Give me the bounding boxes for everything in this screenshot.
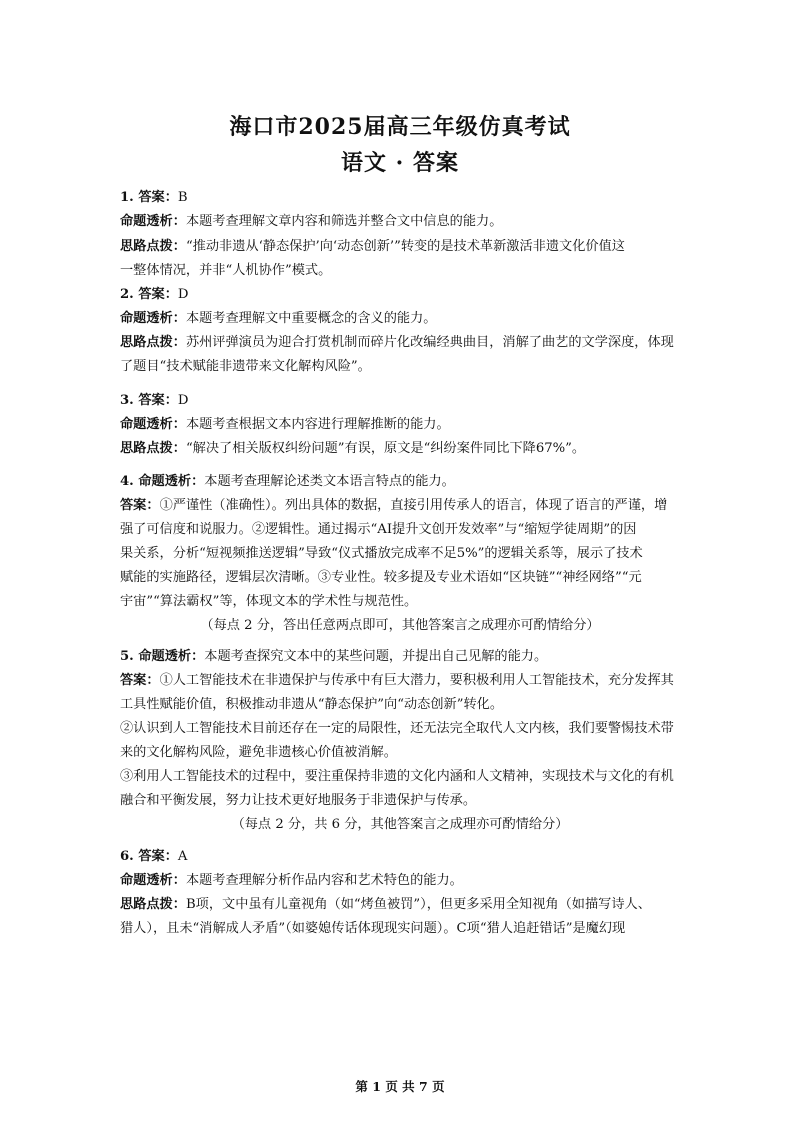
line <box>120 331 690 355</box>
line <box>120 259 690 283</box>
exam-subtitle: 语文 · 答案 <box>341 150 459 176</box>
line-text: “解决了相关版权纠纷问题”有误，原文是“纠纷案件同比下降67%”。 <box>185 441 586 456</box>
line <box>120 494 690 518</box>
line-label: 思路点拨： <box>120 897 186 912</box>
line-label: 3. 答案： <box>120 393 178 408</box>
line-text: ①严谨性（准确性）。列出具体的数据，直接引用传承人的语言，体现了语言的严谨，增 <box>159 498 668 513</box>
line-text: 苏州评弹演员为迎合打赏机制而碎片化改编经典曲目，消解了曲艺的文学深度，体现 <box>185 335 674 350</box>
line <box>120 413 690 437</box>
line-text: 本题考查理解文章内容和筛选并整合文中信息的能力。 <box>185 214 503 229</box>
line-text: 融合和平衡发展，努力让技术更好地服务于非遗保护与传承。 <box>120 793 477 808</box>
line <box>120 355 690 379</box>
line <box>120 669 690 693</box>
scoring-note <box>0 614 800 638</box>
line-label: 答案： <box>120 673 160 688</box>
line-label: 1. 答案： <box>120 190 178 205</box>
line <box>120 893 690 917</box>
line-label: 5. 命题透析： <box>120 649 205 664</box>
line <box>120 518 690 542</box>
line <box>120 845 690 869</box>
line-text: 宇宙”“算法霸权”等，体现文本的学术性与规范性。 <box>120 594 418 609</box>
line-text: A <box>177 849 188 864</box>
line-label: 思路点拨： <box>120 239 186 254</box>
line-text: ①人工智能技术在非遗保护与传承中有巨大潜力，要积极利用人工智能技术，充分发挥其 <box>159 673 674 688</box>
line-text: 工具性赋能价值，积极推动非遗从“静态保护”向“动态创新”转化。 <box>120 697 504 712</box>
line-label: 6. 答案： <box>120 849 178 864</box>
line-label: 4. 命题透析： <box>120 474 205 489</box>
line-text: D <box>177 393 189 408</box>
line <box>120 389 690 413</box>
line-text: 果关系，分析“短视频推送逻辑”导致“仪式播放完成率不足5%”的逻辑关系等，展示了技术 <box>120 546 643 561</box>
line-text: 本题考查理解文中重要概念的含义的能力。 <box>185 311 437 326</box>
line-text: （每点 2 分，答出任意两点即可，其他答案言之成理亦可酌情给分） <box>200 618 600 633</box>
line <box>120 590 690 614</box>
line-label: 命题透析： <box>120 311 186 326</box>
line-label: 命题透析： <box>120 873 186 888</box>
line-label: 命题透析： <box>120 214 186 229</box>
line <box>120 186 690 210</box>
line <box>120 307 690 331</box>
line <box>120 917 690 941</box>
line-text: 本题考查理解分析作品内容和艺术特色的能力。 <box>185 873 463 888</box>
line-text: 强了可信度和说服力。②逻辑性。通过揭示“AI提升文创开发效率”与“缩短学徒周期”的因 <box>120 522 637 537</box>
scoring-note <box>0 813 800 837</box>
line-text: B <box>177 190 188 205</box>
line-label: 2. 答案： <box>120 287 178 302</box>
line <box>120 437 690 461</box>
line <box>120 283 690 307</box>
line <box>120 235 690 259</box>
line <box>120 741 690 765</box>
line <box>120 717 690 741</box>
line-text: D <box>177 287 189 302</box>
line-text: B项，文中虽有儿童视角（如“烤鱼被罚”），但更多采用全知视角（如描写诗人、 <box>185 897 651 912</box>
page-number: 第 1 页 共 7 页 <box>355 1079 445 1094</box>
line-text: ③利用人工智能技术的过程中，要注重保持非遗的文化内涵和人文精神，实现技术与文化的有机 <box>120 769 674 784</box>
line-text: “推动非遗从‘静态保护’向‘动态创新’”转变的是技术革新激活非遗文化价值这 <box>185 239 625 254</box>
line-text: 本题考查理解论述类文本语言特点的能力。 <box>204 474 455 489</box>
line-label: 命题透析： <box>120 417 186 432</box>
line-text: 本题考查探究文本中的某些问题，并提出自己见解的能力。 <box>204 649 548 664</box>
line-text: 赋能的实施路径，逻辑层次清晰。③专业性。较多提及专业术语如“区块链”“神经网络”“元 <box>120 570 642 585</box>
line-text: ②认识到人工智能技术目前还存在一定的局限性，还无法完全取代人文内核，我们要警惕技术带 <box>120 721 674 736</box>
line-text: （每点 2 分，共 6 分，其他答案言之成理亦可酌情给分） <box>231 817 569 832</box>
line <box>120 693 690 717</box>
line-label: 答案： <box>120 498 160 513</box>
line-text: 来的文化解构风险，避免非遗核心价值被消解。 <box>120 745 397 760</box>
exam-title: 海口市2025届高三年级仿真考试 <box>229 114 571 140</box>
line-text: 一整体情况，并非“人机协作”模式。 <box>120 263 332 278</box>
line <box>120 542 690 566</box>
line <box>120 869 690 893</box>
line-label: 思路点拨： <box>120 441 186 456</box>
line <box>120 470 690 494</box>
line <box>120 210 690 234</box>
line <box>120 645 690 669</box>
line-label: 思路点拨： <box>120 335 186 350</box>
line-text: 本题考查根据文本内容进行理解推断的能力。 <box>185 417 450 432</box>
line-text: 了题目“技术赋能非遗带来文化解构风险”。 <box>120 359 371 374</box>
line-text: 猎人），且未“消解成人矛盾”（如婆媳传话体现现实问题）。C项“猎人追赶错话”是魔幻现 <box>120 921 626 936</box>
line <box>120 765 690 789</box>
line <box>120 789 690 813</box>
line <box>120 566 690 590</box>
